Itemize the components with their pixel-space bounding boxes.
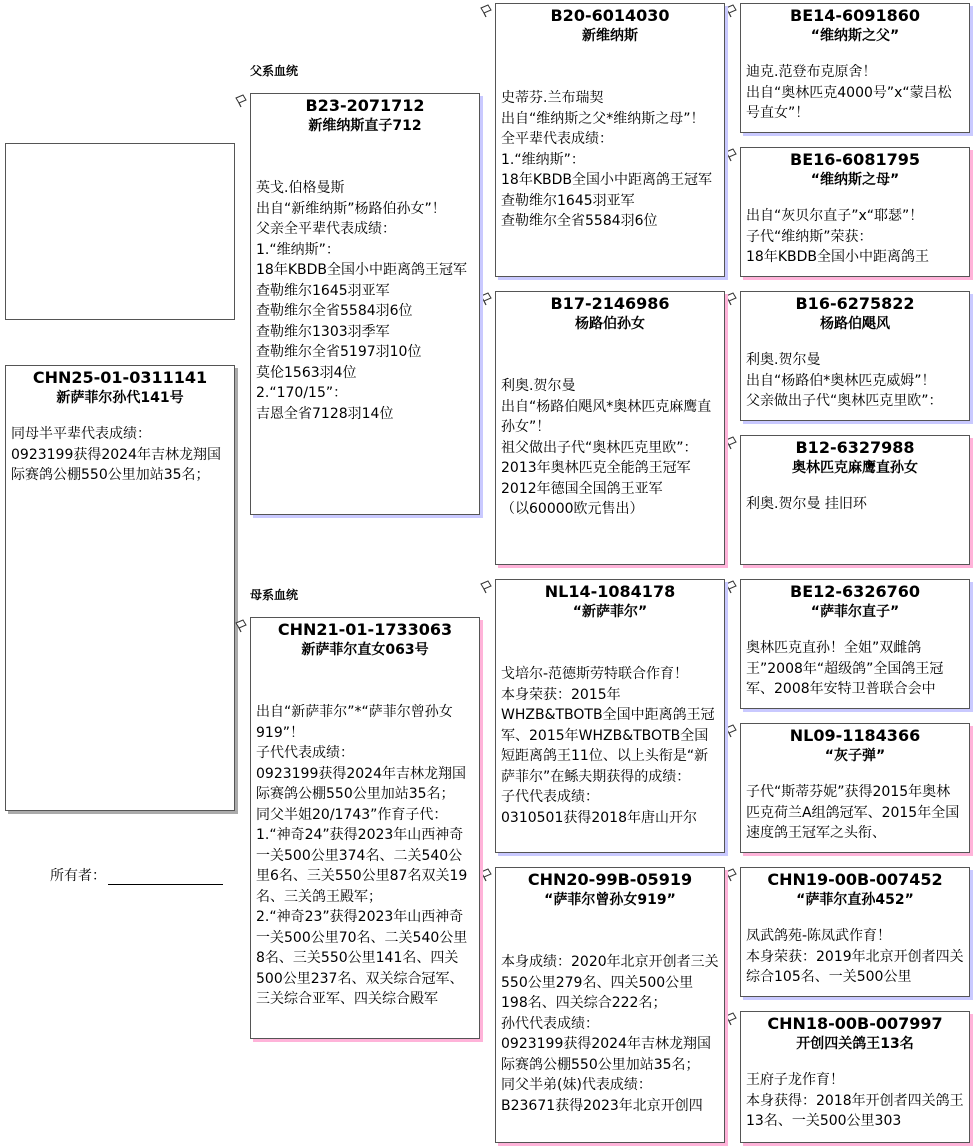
sire-line-label: 父系血统 [250,64,299,78]
dam-sire-card[interactable] [495,579,725,853]
dam-description: 出自“新萨菲尔”*“萨菲尔曾孙女919”！ 子代代表成绩： 0923199获得2024年吉林龙翔国际赛鸽公棚550公里加站35名； 同父半姐20/1743”作育子代： 1.“神奇24”获得2023年山西神奇一关500公里374名、二关540公里6名、三关550公里87名双关19名、三关鸽王殿军； 2.“神奇23”获得2023年山西神奇一关500公里70名、二关540公里8名、三关550公里141名、四关500公里237名、双关综合冠军、三关综合亚军、四关综合殿军 [256,704,468,1007]
sire-dam-name: 杨路伯孙女 [575,316,645,332]
dam-dam-ring-number: CHN20-99B-05919 [527,870,693,889]
sdd-description: 利奥.贺尔曼 挂旧环 [746,496,867,512]
sire-dam-sire-card[interactable] [740,291,970,421]
ddd-description: 王府子龙作育！ 本身获得：2018年开创者四关鸽王13名、一关500公里303 [746,1072,964,1129]
sire-dam-dam-card[interactable] [740,435,970,565]
subject-ring-number: CHN25-01-0311141 [32,368,208,387]
sire-dam-ring-number: B17-2146986 [550,294,670,313]
dss-ring-number: BE12-6326760 [790,582,920,601]
sdd-ring-number: B12-6327988 [795,438,915,457]
sire-sire-description: 史蒂芬.兰布瑞契 出自“维纳斯之父*维纳斯之母”！ 全平辈代表成绩： 1.“维纳斯”： 18年KBDB全国小中距离鸽王冠军 查勒维尔1645羽亚军 查勒维尔全省5584羽6位 [501,90,712,229]
ddd-name: 开创四关鸽王13名 [796,1036,914,1052]
dam-sire-name: “新萨菲尔” [572,604,648,620]
subject-description: 同母半平辈代表成绩： 0923199获得2024年吉林龙翔国际赛鸽公棚550公里加站35名； [11,426,221,483]
sss-description: 迪克.范登布克原舍！ 出自“奥林匹克4000号”x“蒙吕松号直女”！ [746,64,952,121]
dss-description: 奥林匹克直孙！全姐”双雌鸽王”2008年“超级鸽”全国鸽王冠军、2008年安特卫普联合会中 [746,640,944,697]
owner-signature-line[interactable] [108,868,223,885]
ddd-ring-number: CHN18-00B-007997 [767,1014,943,1033]
edit-icon[interactable] [479,868,493,882]
sss-name: “维纳斯之父” [810,28,900,44]
dam-ring-number: CHN21-01-1733063 [277,620,453,639]
edit-icon[interactable] [724,868,738,882]
sire-dam-card[interactable] [495,291,725,565]
dsd-ring-number: NL09-1184366 [789,726,921,745]
pigeon-photo-frame[interactable] [5,143,235,320]
edit-icon[interactable] [479,580,493,594]
sdd-name: 奥林匹克麻鹰直孙女 [792,460,918,476]
ssd-name: “维纳斯之母” [810,172,900,188]
sire-sire-ring-number: B20-6014030 [550,6,670,25]
edit-icon[interactable] [234,619,248,633]
sss-ring-number: BE14-6091860 [790,6,920,25]
sds-ring-number: B16-6275822 [795,294,915,313]
dam-dam-dam-card[interactable] [740,1011,970,1143]
sire-sire-sire-card[interactable] [740,3,970,133]
dam-dam-card[interactable] [495,867,725,1143]
dam-dam-description: 本身成绩：2020年北京开创者三关550公里279名、四关500公里198名、四关综合222名； 孙代代表成绩： 0923199获得2024年吉林龙翔国际赛鸽公棚550公里加站35名； 同父半弟(妹)代表成绩： B23671获得2023年北京开创四 [501,954,719,1114]
sire-name: 新维纳斯直子712 [308,118,422,134]
sds-name: 杨路伯飓风 [820,316,890,332]
edit-icon[interactable] [724,4,738,18]
dds-description: 凤武鸽苑-陈凤武作育！ 本身荣获：2019年北京开创者四关综合105名、一关500公里 [746,928,964,985]
dam-sire-description: 戈培尔-范德斯劳特联合作育！ 本身荣获：2015年WHZB&TBOTB全国中距离鸽王冠军、2015年WHZB&TBOTB全国短距离鸽王11位、以上头衔是“新萨菲尔”在鲧夫期获得的成绩： 子代代表成绩： 0310501获得2018年唐山开尔 [501,666,715,826]
dam-line-label: 母系血统 [250,588,299,602]
dsd-name: “灰子弹” [824,748,886,764]
edit-icon[interactable] [479,292,493,306]
sire-description: 英戈.伯格曼斯 出自“新维纳斯”杨路伯孙女”！ 父亲全平辈代表成绩： 1.“维纳斯”： 18年KBDB全国小中距离鸽王冠军 查勒维尔1645羽亚军 查勒维尔全省5584羽6位 查勒维尔1303羽季军 查勒维尔全省5197羽10位 莫伦1563羽4位 2.“170/15”： 吉恩全省7128羽14位 [256,180,467,422]
dss-name: “萨菲尔直子” [810,604,900,620]
ssd-ring-number: BE16-6081795 [790,150,920,169]
ssd-description: 出自“灰贝尔直子”x“耶瑟”！ 子代“维纳斯”荣获： 18年KBDB全国小中距离鸽王 [746,208,929,265]
sire-dam-description: 利奥.贺尔曼 出自“杨路伯飓风*奥林匹克麻鹰直孙女”！ 祖父做出子代“奥林匹克里欧”： 2013年奥林匹克全能鸽王冠军 2012年德国全国鸽王亚军 （以60000欧元售出） [501,378,712,517]
dam-dam-name: “萨菲尔曾孙女919” [544,892,676,908]
subject-name: 新萨菲尔孙代141号 [56,390,184,406]
sire-sire-dam-card[interactable] [740,147,970,277]
edit-icon[interactable] [724,580,738,594]
dam-sire-sire-card[interactable] [740,579,970,709]
sire-ring-number: B23-2071712 [305,96,425,115]
dam-name: 新萨菲尔直女063号 [301,642,429,658]
dam-card[interactable] [250,617,480,1039]
edit-icon[interactable] [724,724,738,738]
sire-sire-card[interactable] [495,3,725,277]
edit-icon[interactable] [724,148,738,162]
edit-icon[interactable] [724,1012,738,1026]
dam-sire-dam-card[interactable] [740,723,970,853]
dam-sire-ring-number: NL14-1084178 [544,582,676,601]
edit-icon[interactable] [234,94,248,108]
dds-ring-number: CHN19-00B-007452 [767,870,943,889]
edit-icon[interactable] [724,292,738,306]
edit-icon[interactable] [724,436,738,450]
owner-label: 所有者： [50,868,106,884]
subject-card [5,365,235,811]
dds-name: “萨菲尔直孙452” [796,892,914,908]
sds-description: 利奥.贺尔曼 出自“杨路伯*奥林匹克威姆”！ 父亲做出子代“奥林匹克里欧”： [746,352,943,409]
owner-field [50,865,223,885]
sire-sire-name: 新维纳斯 [582,28,638,44]
dam-dam-sire-card[interactable] [740,867,970,997]
edit-icon[interactable] [479,4,493,18]
dsd-description: 子代“斯蒂芬妮”获得2015年奥林匹克荷兰A组鸽冠军、2015年全国速度鸽王冠军之头衔、 [746,784,960,841]
sire-card[interactable] [250,93,480,515]
